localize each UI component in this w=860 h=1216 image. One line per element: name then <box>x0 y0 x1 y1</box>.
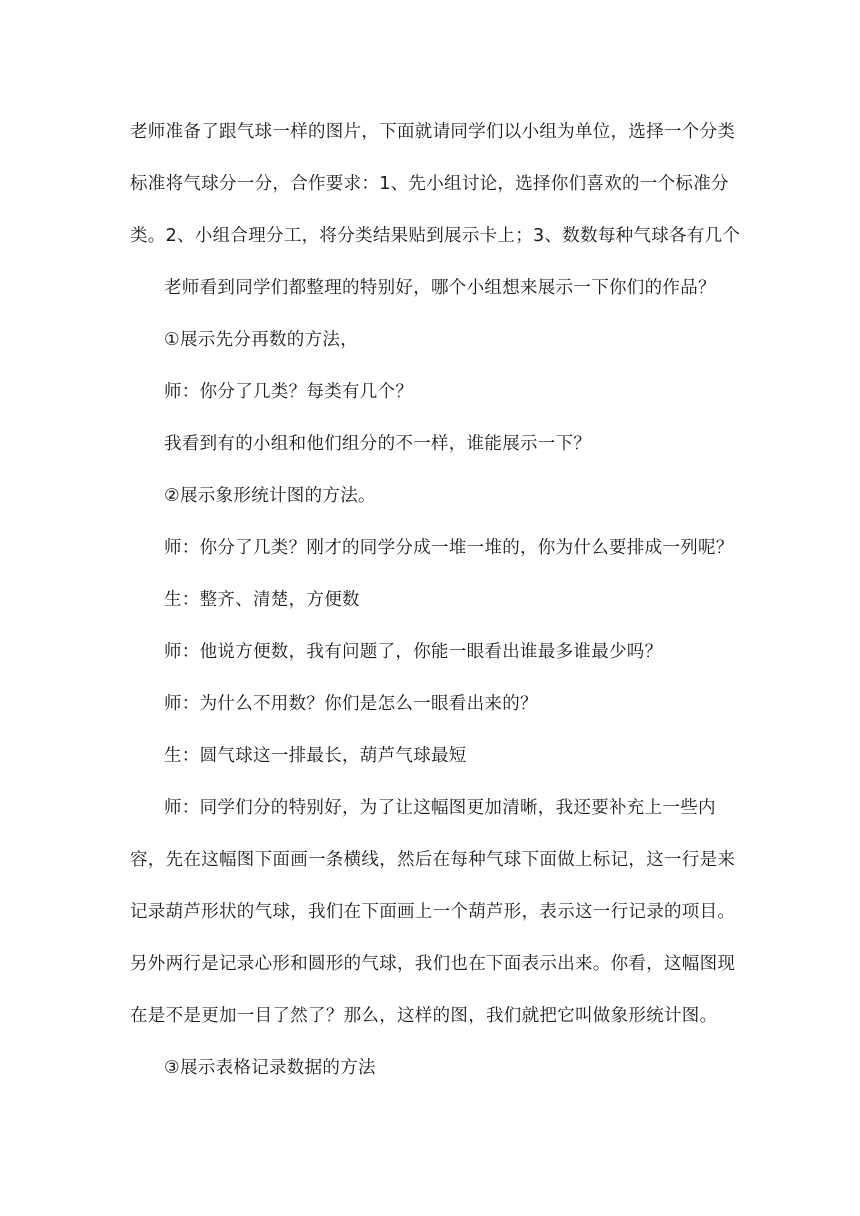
paragraph-line: ③展示表格记录数据的方法 <box>164 1058 376 1078</box>
paragraph-line: ②展示象形统计图的方法。 <box>164 486 376 506</box>
paragraph-line: 老师准备了跟气球一样的图片，下面就请同学们以小组为单位，选择一个分类 <box>130 122 736 142</box>
paragraph-line: 师：你分了几类？每类有几个？ <box>164 382 414 402</box>
paragraph-line: 生：圆气球这一排最长，葫芦气球最短 <box>164 746 467 766</box>
paragraph-line: 老师看到同学们都整理的特别好，哪个小组想来展示一下你们的作品？ <box>164 278 716 298</box>
paragraph-line: 标准将气球分一分，合作要求：1、先小组讨论，选择你们喜欢的一个标准分 <box>130 174 729 194</box>
paragraph-line: 师：为什么不用数？你们是怎么一眼看出来的？ <box>164 694 538 714</box>
paragraph-line: 记录葫芦形状的气球，我们在下面画上一个葫芦形，表示这一行记录的项目。 <box>130 902 736 922</box>
paragraph-line: 我看到有的小组和他们组分的不一样，谁能展示一下？ <box>164 434 592 454</box>
paragraph-line: ①展示先分再数的方法， <box>164 330 358 350</box>
paragraph-line: 另外两行是记录心形和圆形的气球，我们也在下面表示出来。你看，这幅图现 <box>130 954 736 974</box>
paragraph-line: 容，先在这幅图下面画一条横线，然后在每种气球下面做上标记，这一行是来 <box>130 850 736 870</box>
paragraph-line: 师：同学们分的特别好，为了让这幅图更加清晰，我还要补充上一些内 <box>164 798 716 818</box>
paragraph-line: 在是不是更加一目了然了？那么，这样的图，我们就把它叫做象形统计图。 <box>130 1006 718 1026</box>
paragraph-line: 生：整齐、清楚，方便数 <box>164 590 360 610</box>
paragraph-line: 师：他说方便数，我有问题了，你能一眼看出谁最多谁最少吗？ <box>164 642 663 662</box>
paragraph-line: 师：你分了几类？刚才的同学分成一堆一堆的，你为什么要排成一列呢？ <box>164 538 734 558</box>
paragraph-line: 类。2、小组合理分工，将分类结果贴到展示卡上；3、数数每种气球各有几个 <box>130 226 741 246</box>
